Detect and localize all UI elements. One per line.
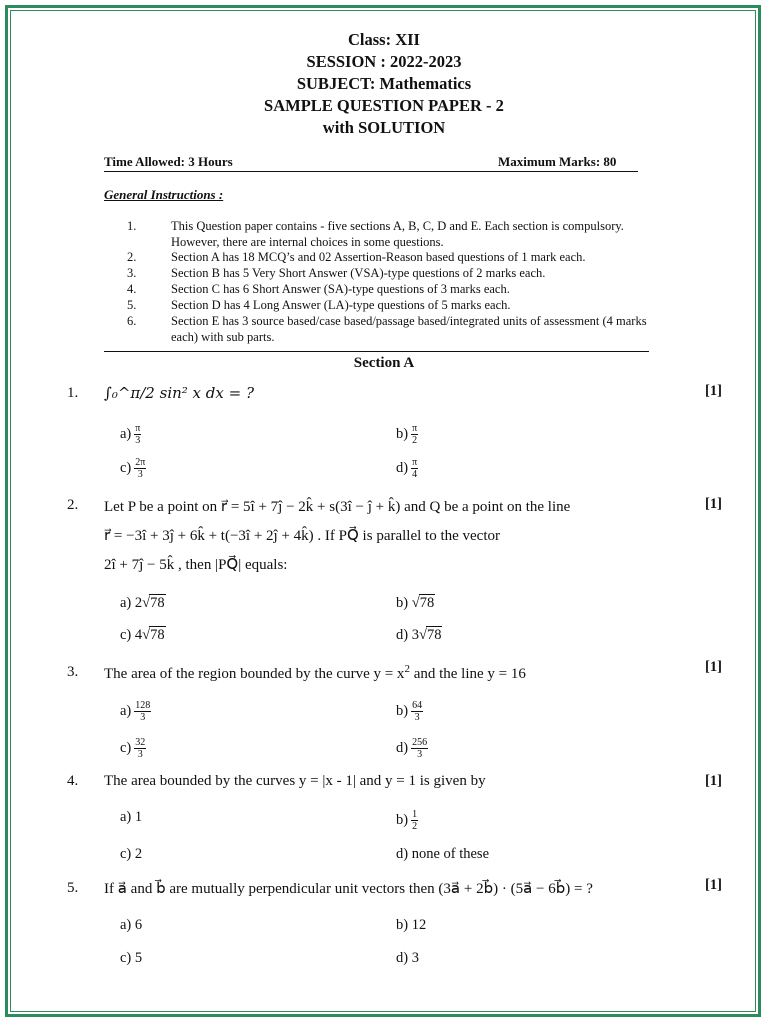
question-text: The area of the region bounded by the curve $y = x^2$ and the line y = 16 — [104, 663, 526, 682]
instructions-title: General Instructions : — [104, 187, 224, 202]
option[interactable]: b) 12 — [396, 917, 427, 933]
question-text: If a⃗ and b⃗ are mutually perpendicular unit vectors then (3a⃗ + 2b⃗) · (5a⃗ − 6b⃗) = ? — [104, 881, 593, 897]
option[interactable]: c) 2 — [120, 846, 143, 862]
question-number: 4. — [67, 773, 79, 789]
header-divider — [104, 171, 638, 172]
instruction-text: This Question paper contains - five sections A, B, C, D and E. Each section is compulsory. However, there are internal choices in some questions. — [171, 219, 624, 249]
question-text-line: 2î + 7ĵ − 5k̂ , then |PQ⃗| equals: — [104, 557, 288, 573]
instruction-number: 2. — [127, 250, 137, 264]
option[interactable]: c) $\frac{2\pi}{3}$ — [120, 457, 146, 480]
option[interactable]: c) 5 — [120, 950, 143, 966]
paper-subtitle: with SOLUTION — [322, 118, 446, 137]
option[interactable]: a) 2√78 — [120, 595, 165, 611]
question-marks: [1] — [705, 659, 722, 675]
option[interactable]: b) $\frac{64}{3}$ — [396, 700, 423, 723]
question-text: ∫₀^π/2 sin² x dx = ? — [104, 384, 254, 402]
option[interactable]: d) $\frac{\pi}{4}$ — [396, 457, 418, 480]
option[interactable]: b) $\frac{\pi}{2}$ — [396, 423, 418, 446]
question-text: The area bounded by the curves y = |x - 1| and y = 1 is given by — [104, 773, 486, 789]
question-marks: [1] — [705, 773, 722, 789]
option[interactable]: b) $\frac{1}{2}$ — [396, 809, 418, 832]
option[interactable]: c) 4√78 — [120, 627, 165, 643]
section-title: Section A — [353, 355, 415, 371]
instruction-number: 1. — [127, 219, 137, 233]
option[interactable]: d) $\frac{256}{3}$ — [396, 737, 428, 760]
option[interactable]: b) √78 — [396, 595, 435, 611]
question-number: 2. — [67, 497, 79, 513]
paper-title: SAMPLE QUESTION PAPER - 2 — [264, 96, 504, 115]
question-marks: [1] — [705, 496, 722, 512]
instruction-number: 5. — [127, 298, 137, 312]
option[interactable]: a) $\frac{\pi}{3}$ — [120, 423, 141, 446]
question-marks: [1] — [705, 877, 722, 893]
question-number: 3. — [67, 664, 79, 680]
option[interactable]: a) 6 — [120, 917, 143, 933]
question-number: 1. — [67, 385, 79, 401]
option[interactable]: d) 3√78 — [396, 627, 442, 643]
question-text-line: Let P be a point on r⃗ = 5î + 7ĵ − 2k̂ + s(3î − ĵ + k̂) and Q be a point on the line — [104, 499, 571, 515]
question-marks: [1] — [705, 383, 722, 399]
subject-heading: SUBJECT: Mathematics — [296, 74, 472, 93]
section-divider — [104, 351, 649, 352]
question-text-line: r⃗ = −3î + 3ĵ + 6k̂ + t(−3î + 2ĵ + 4k̂) . If PQ⃗ is parallel to the vector — [104, 528, 501, 544]
instruction-text: Section A has 18 MCQ’s and 02 Assertion-Reason based questions of 1 mark each. — [171, 250, 586, 264]
instruction-text: Section B has 5 Very Short Answer (VSA)-type questions of 2 marks each. — [171, 266, 546, 280]
class-heading: Class: XII — [348, 30, 420, 49]
maximum-marks: Maximum Marks: 80 — [498, 154, 617, 169]
time-allowed: Time Allowed: 3 Hours — [104, 154, 233, 169]
session-heading: SESSION : 2022-2023 — [306, 52, 462, 71]
instruction-text: Section D has 4 Long Answer (LA)-type questions of 5 marks each. — [171, 298, 511, 312]
option[interactable]: a) 1 — [120, 809, 143, 825]
option[interactable]: d) 3 — [396, 950, 419, 966]
instruction-text: Section C has 6 Short Answer (SA)-type questions of 3 marks each. — [171, 282, 510, 296]
option[interactable]: d) none of these — [396, 846, 490, 862]
instruction-text: Section E has 3 source based/case based/passage based/integrated units of assessment (4 marks each) with sub parts. — [171, 314, 647, 344]
option[interactable]: a) $\frac{128}{3}$ — [120, 700, 151, 723]
option[interactable]: c) $\frac{32}{3}$ — [120, 737, 146, 760]
instruction-number: 6. — [127, 314, 137, 328]
instruction-number: 4. — [127, 282, 137, 296]
instruction-number: 3. — [127, 266, 137, 280]
question-number: 5. — [67, 880, 79, 896]
